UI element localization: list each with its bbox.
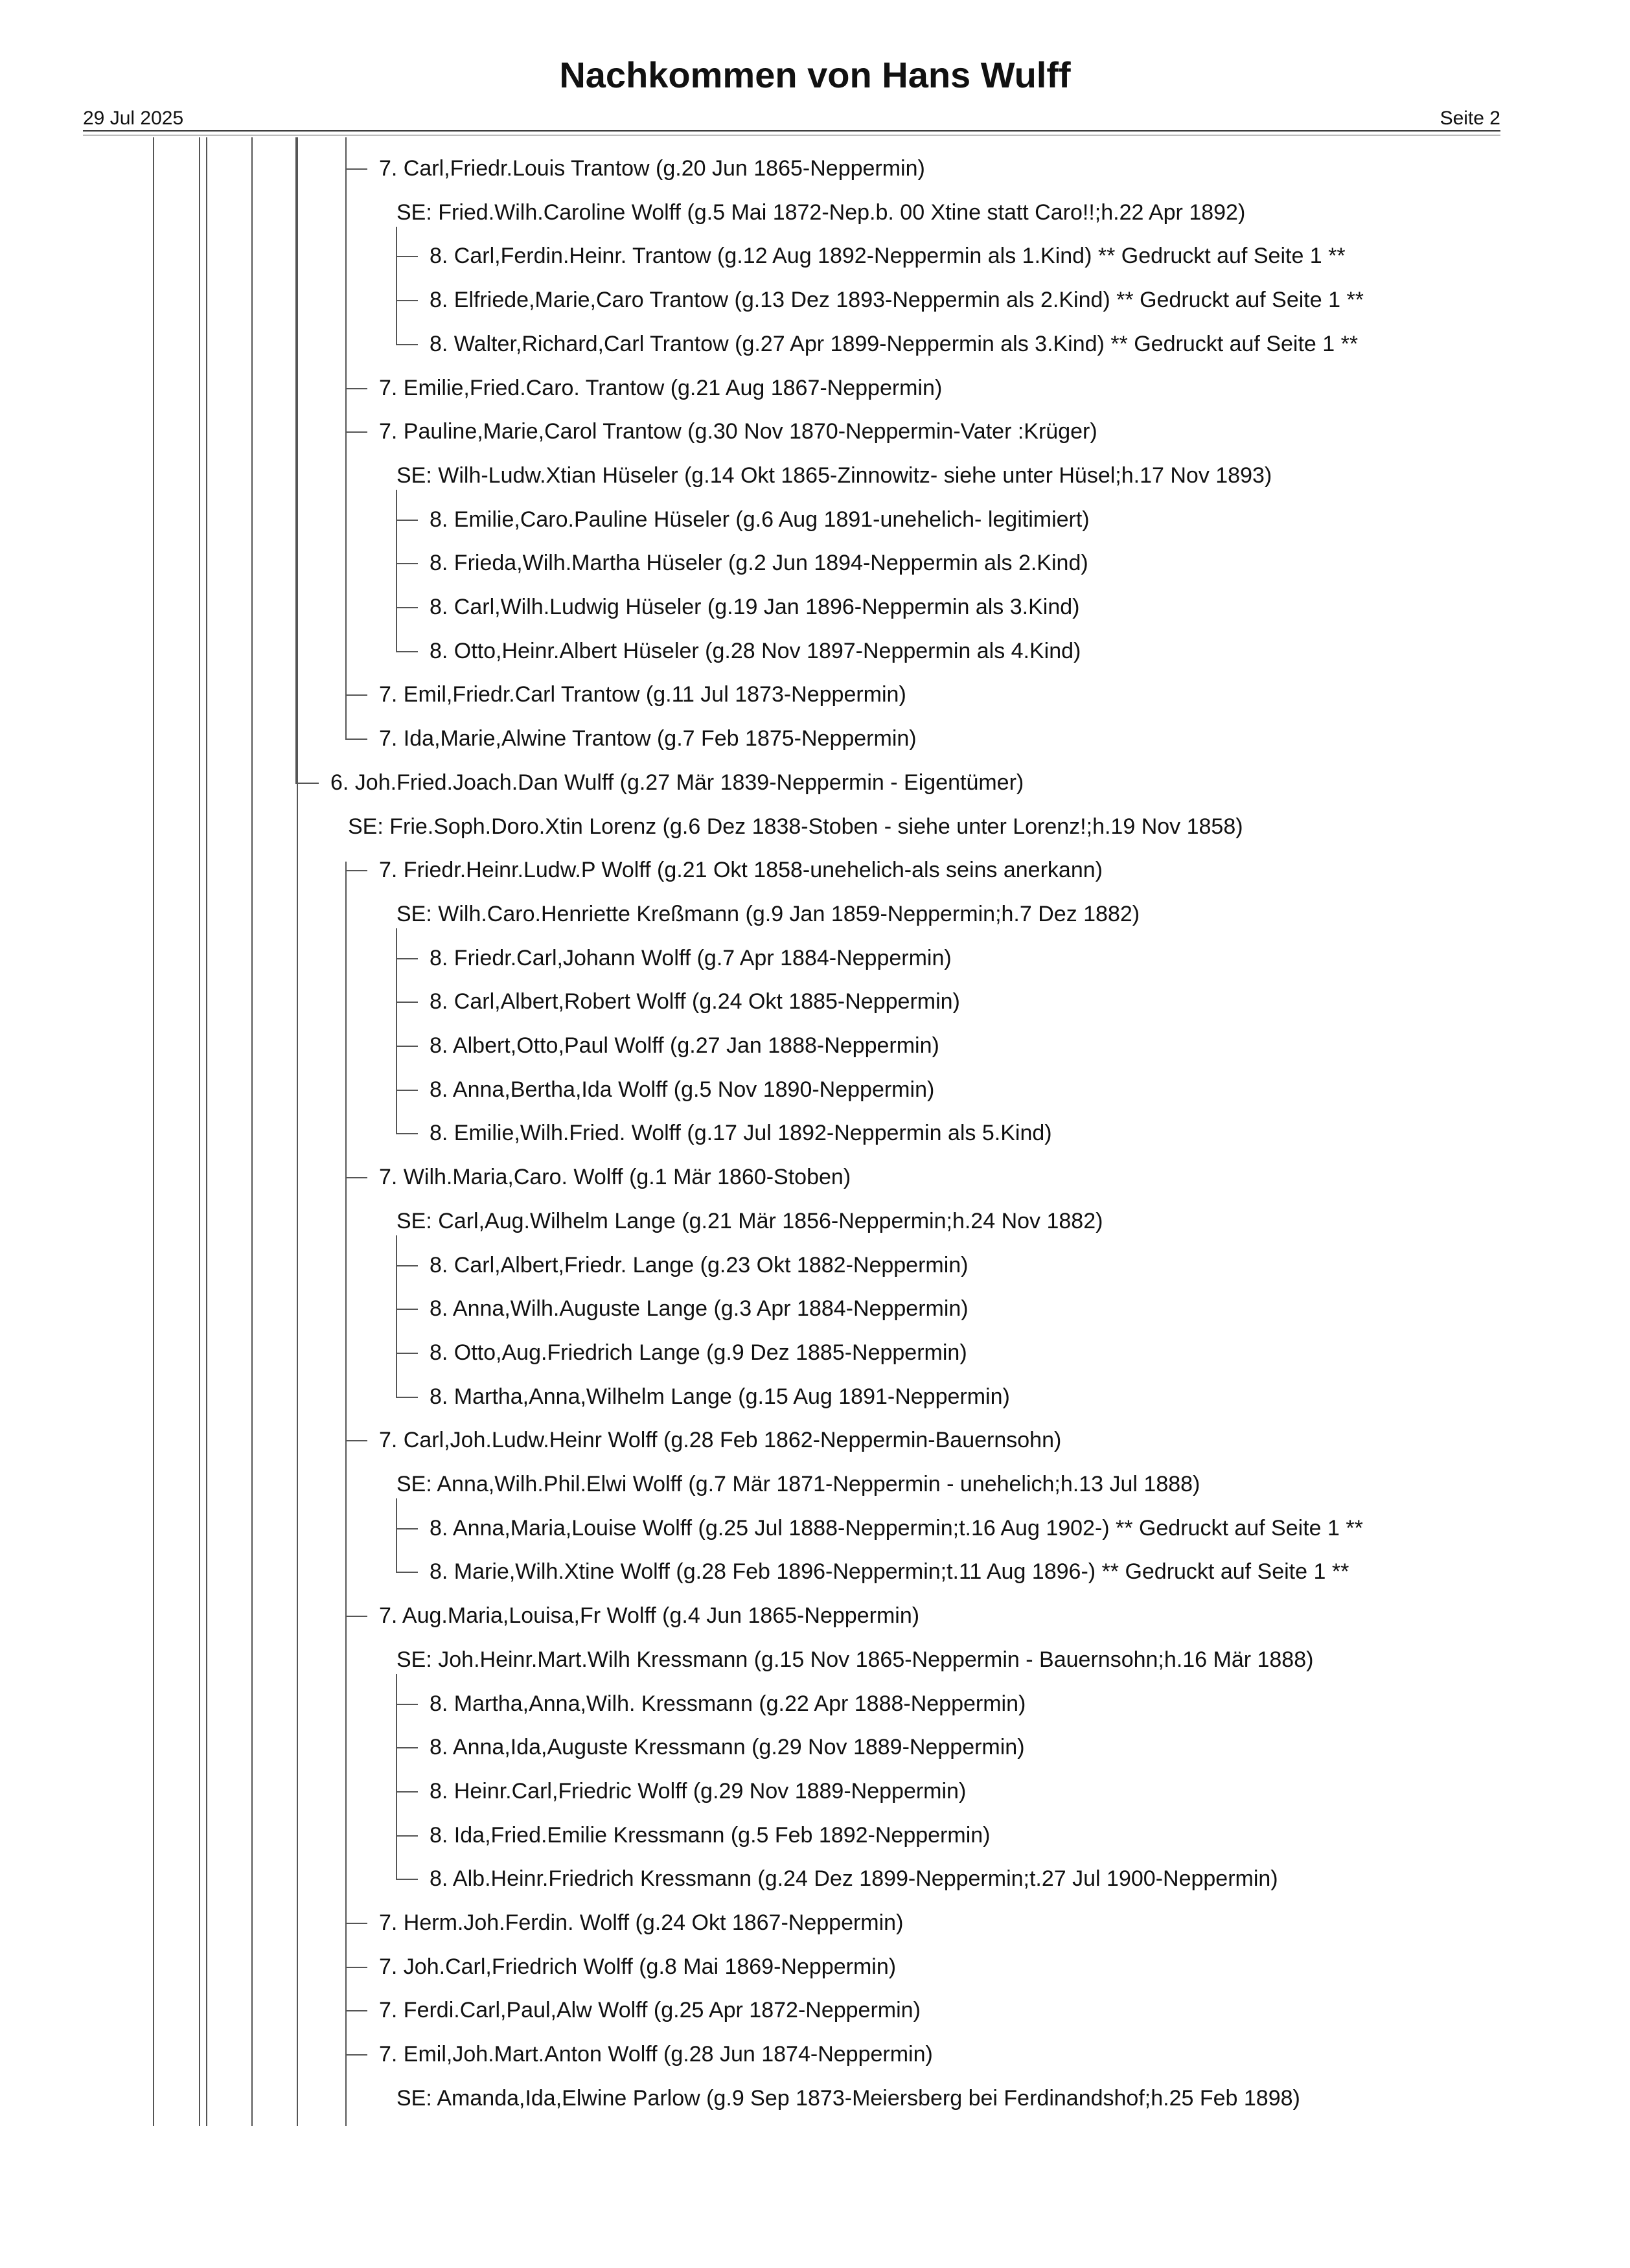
- generation-6-connector: [295, 137, 297, 783]
- tree-connector-tick: [396, 563, 418, 564]
- descendant-entry: 7. Emil,Friedr.Carl Trantow (g.11 Jul 1873-Neppermin): [379, 682, 906, 707]
- ancestor-guide-line: [206, 137, 207, 2126]
- tree-connector-tick: [345, 870, 367, 871]
- descendant-entry: 8. Ida,Fried.Emilie Kressmann (g.5 Feb 1892-Neppermin): [430, 1822, 991, 1848]
- spouse-entry: SE: Carl,Aug.Wilhelm Lange (g.21 Mär 1856-Neppermin;h.24 Nov 1882): [396, 1208, 1103, 1233]
- descendant-entry: 8. Alb.Heinr.Friedrich Kressmann (g.24 Dez 1899-Neppermin;t.27 Jul 1900-Neppermin): [430, 1866, 1278, 1892]
- tree-connector-tick: [396, 1353, 418, 1354]
- children-bracket-line: [396, 227, 397, 344]
- page-number: Seite 2: [1440, 108, 1500, 129]
- descendant-entry: 8. Anna,Wilh.Auguste Lange (g.3 Apr 1884-Neppermin): [430, 1296, 969, 1322]
- descendant-entry: 8. Carl,Albert,Robert Wolff (g.24 Okt 1885-Neppermin): [430, 989, 960, 1014]
- descendant-entry: 7. Wilh.Maria,Caro. Wolff (g.1 Mär 1860-Stoben): [379, 1165, 851, 1190]
- tree-connector-tick: [345, 2010, 367, 2011]
- tree-connector-tick: [396, 1572, 418, 1573]
- spouse-entry: SE: Frie.Soph.Doro.Xtin Lorenz (g.6 Dez 1838-Stoben - siehe unter Lorenz!;h.19 Nov 1858): [348, 814, 1243, 839]
- print-date: 29 Jul 2025: [83, 108, 184, 129]
- tree-connector-tick: [396, 1133, 418, 1134]
- descendant-entry: 8. Heinr.Carl,Friedric Wolff (g.29 Nov 1889-Neppermin): [430, 1778, 967, 1804]
- sibling-guide-line: [345, 862, 347, 2126]
- ancestor-guide-line: [153, 137, 154, 2126]
- descendant-entry: 8. Marie,Wilh.Xtine Wolff (g.28 Feb 1896-Neppermin;t.11 Aug 1896-) ** Gedruckt auf Seite 1 **: [430, 1559, 1349, 1585]
- descendant-entry: 8. Albert,Otto,Paul Wolff (g.27 Jan 1888-Neppermin): [430, 1033, 939, 1058]
- tree-connector-tick: [345, 1440, 367, 1441]
- descendant-entry: 8. Emilie,Caro.Pauline Hüseler (g.6 Aug 1891-unehelich- legitimiert): [430, 507, 1090, 532]
- tree-connector-tick: [345, 739, 367, 740]
- descendant-entry: 7. Joh.Carl,Friedrich Wolff (g.8 Mai 1869-Neppermin): [379, 1954, 897, 1979]
- tree-connector-tick: [396, 520, 418, 521]
- ancestor-guide-line: [199, 137, 200, 2126]
- descendant-entry: 7. Emil,Joh.Mart.Anton Wolff (g.28 Jun 1874-Neppermin): [379, 2042, 933, 2067]
- children-bracket-line: [396, 1235, 397, 1397]
- spouse-entry: SE: Joh.Heinr.Mart.Wilh Kressmann (g.15 Nov 1865-Neppermin - Bauernsohn;h.16 Mär 1888): [396, 1647, 1314, 1672]
- tree-connector-tick: [396, 1747, 418, 1748]
- spouse-entry: SE: Anna,Wilh.Phil.Elwi Wolff (g.7 Mär 1871-Neppermin - unehelich;h.13 Jul 1888): [396, 1472, 1200, 1496]
- tree-connector-tick: [396, 1791, 418, 1793]
- tree-connector-tick: [396, 344, 418, 345]
- ancestor-guide-line: [297, 137, 298, 2126]
- descendant-entry: 8. Otto,Aug.Friedrich Lange (g.9 Dez 1885-Neppermin): [430, 1340, 967, 1365]
- children-bracket-line: [396, 928, 397, 1134]
- tree-connector-tick: [345, 1923, 367, 1924]
- tree-connector-tick: [345, 431, 367, 433]
- ancestor-guide-line: [251, 137, 253, 2126]
- descendant-entry: 8. Elfriede,Marie,Caro Trantow (g.13 Dez 1893-Neppermin als 2.Kind) ** Gedruckt auf Seite 1 **: [430, 288, 1364, 313]
- descendant-entry: 7. Ferdi.Carl,Paul,Alw Wolff (g.25 Apr 1872-Neppermin): [379, 1998, 921, 2023]
- tree-connector-tick: [396, 607, 418, 608]
- spouse-entry: SE: Wilh-Ludw.Xtian Hüseler (g.14 Okt 1865-Zinnowitz- siehe unter Hüsel;h.17 Nov 1893): [396, 463, 1272, 488]
- tree-connector-tick: [345, 1967, 367, 1968]
- tree-connector-tick: [396, 256, 418, 257]
- tree-connector-tick: [345, 2054, 367, 2056]
- tree-connector-tick: [345, 388, 367, 389]
- children-bracket-line: [396, 1674, 397, 1879]
- tree-connector-tick: [396, 1046, 418, 1047]
- tree-connector-tick: [396, 651, 418, 652]
- tree-connector-tick: [396, 1309, 418, 1310]
- tree-connector-tick: [396, 1002, 418, 1003]
- sibling-guide-line: [345, 137, 347, 739]
- descendant-entry: 8. Walter,Richard,Carl Trantow (g.27 Apr 1899-Neppermin als 3.Kind) ** Gedruckt auf Seite 1 **: [430, 331, 1359, 356]
- descendant-entry: 7. Herm.Joh.Ferdin. Wolff (g.24 Okt 1867-Neppermin): [379, 1910, 904, 1935]
- descendant-entry: 8. Emilie,Wilh.Fried. Wolff (g.17 Jul 1892-Neppermin als 5.Kind): [430, 1121, 1052, 1146]
- descendant-entry: 8. Friedr.Carl,Johann Wolff (g.7 Apr 1884-Neppermin): [430, 945, 952, 970]
- tree-connector-tick: [345, 168, 367, 170]
- descendant-entry: 6. Joh.Fried.Joach.Dan Wulff (g.27 Mär 1839-Neppermin - Eigentümer): [330, 770, 1024, 795]
- page-title: Nachkommen von Hans Wulff: [559, 54, 1071, 95]
- descendant-entry: 7. Aug.Maria,Louisa,Fr Wolff (g.4 Jun 1865-Neppermin): [379, 1603, 920, 1629]
- descendant-entry: 8. Anna,Maria,Louise Wolff (g.25 Jul 1888-Neppermin;t.16 Aug 1902-) ** Gedruckt auf Seite 1 **: [430, 1515, 1363, 1541]
- descendant-entry: 8. Carl,Albert,Friedr. Lange (g.23 Okt 1882-Neppermin): [430, 1252, 969, 1277]
- descendant-entry: 8. Carl,Wilh.Ludwig Hüseler (g.19 Jan 1896-Neppermin als 3.Kind): [430, 595, 1080, 619]
- children-bracket-line: [396, 490, 397, 651]
- descendant-entry: 7. Ida,Marie,Alwine Trantow (g.7 Feb 1875-Neppermin): [379, 726, 917, 751]
- tree-connector-tick: [396, 1397, 418, 1398]
- tree-connector-tick: [396, 1704, 418, 1705]
- descendant-entry: 7. Friedr.Heinr.Ludw.P Wolff (g.21 Okt 1858-unehelich-als seins anerkann): [379, 858, 1103, 883]
- tree-connector-tick: [396, 1528, 418, 1529]
- tree-connector-tick: [396, 1090, 418, 1091]
- tree-connector-tick: [295, 783, 319, 784]
- tree-connector-tick: [396, 1265, 418, 1266]
- children-bracket-line: [396, 1498, 397, 1572]
- descendant-entry: 8. Otto,Heinr.Albert Hüseler (g.28 Nov 1897-Neppermin als 4.Kind): [430, 638, 1081, 663]
- descendant-entry: 8. Carl,Ferdin.Heinr. Trantow (g.12 Aug 1892-Neppermin als 1.Kind) ** Gedruckt auf Seite 1 **: [430, 244, 1346, 269]
- descendant-entry: 8. Martha,Anna,Wilhelm Lange (g.15 Aug 1891-Neppermin): [430, 1384, 1010, 1409]
- tree-connector-tick: [345, 694, 367, 696]
- descendant-entry: 7. Pauline,Marie,Carol Trantow (g.30 Nov 1870-Neppermin-Vater :Krüger): [379, 419, 1097, 444]
- descendant-entry: 8. Martha,Anna,Wilh. Kressmann (g.22 Apr 1888-Neppermin): [430, 1691, 1026, 1716]
- spouse-entry: SE: Amanda,Ida,Elwine Parlow (g.9 Sep 1873-Meiersberg bei Ferdinandshof;h.25 Feb 1898): [396, 2085, 1300, 2111]
- descendant-entry: 7. Emilie,Fried.Caro. Trantow (g.21 Aug 1867-Neppermin): [379, 375, 943, 400]
- tree-connector-tick: [396, 1879, 418, 1880]
- tree-connector-tick: [345, 1616, 367, 1617]
- descendant-entry: 8. Anna,Ida,Auguste Kressmann (g.29 Nov 1889-Neppermin): [430, 1735, 1025, 1760]
- spouse-entry: SE: Fried.Wilh.Caroline Wolff (g.5 Mai 1872-Nep.b. 00 Xtine statt Caro!!;h.22 Apr 1892): [396, 200, 1246, 225]
- descendant-entry: 7. Carl,Friedr.Louis Trantow (g.20 Jun 1865-Neppermin): [379, 156, 925, 181]
- tree-connector-tick: [345, 1177, 367, 1178]
- descendant-entry: 8. Frieda,Wilh.Martha Hüseler (g.2 Jun 1894-Neppermin als 2.Kind): [430, 551, 1088, 576]
- tree-connector-tick: [396, 300, 418, 301]
- tree-connector-tick: [396, 1835, 418, 1837]
- spouse-entry: SE: Wilh.Caro.Henriette Kreßmann (g.9 Jan 1859-Neppermin;h.7 Dez 1882): [396, 901, 1140, 926]
- header-rule: [83, 130, 1500, 132]
- descendant-entry: 7. Carl,Joh.Ludw.Heinr Wolff (g.28 Feb 1862-Neppermin-Bauernsohn): [379, 1428, 1062, 1453]
- tree-connector-tick: [396, 958, 418, 959]
- descendant-entry: 8. Anna,Bertha,Ida Wolff (g.5 Nov 1890-Neppermin): [430, 1077, 935, 1102]
